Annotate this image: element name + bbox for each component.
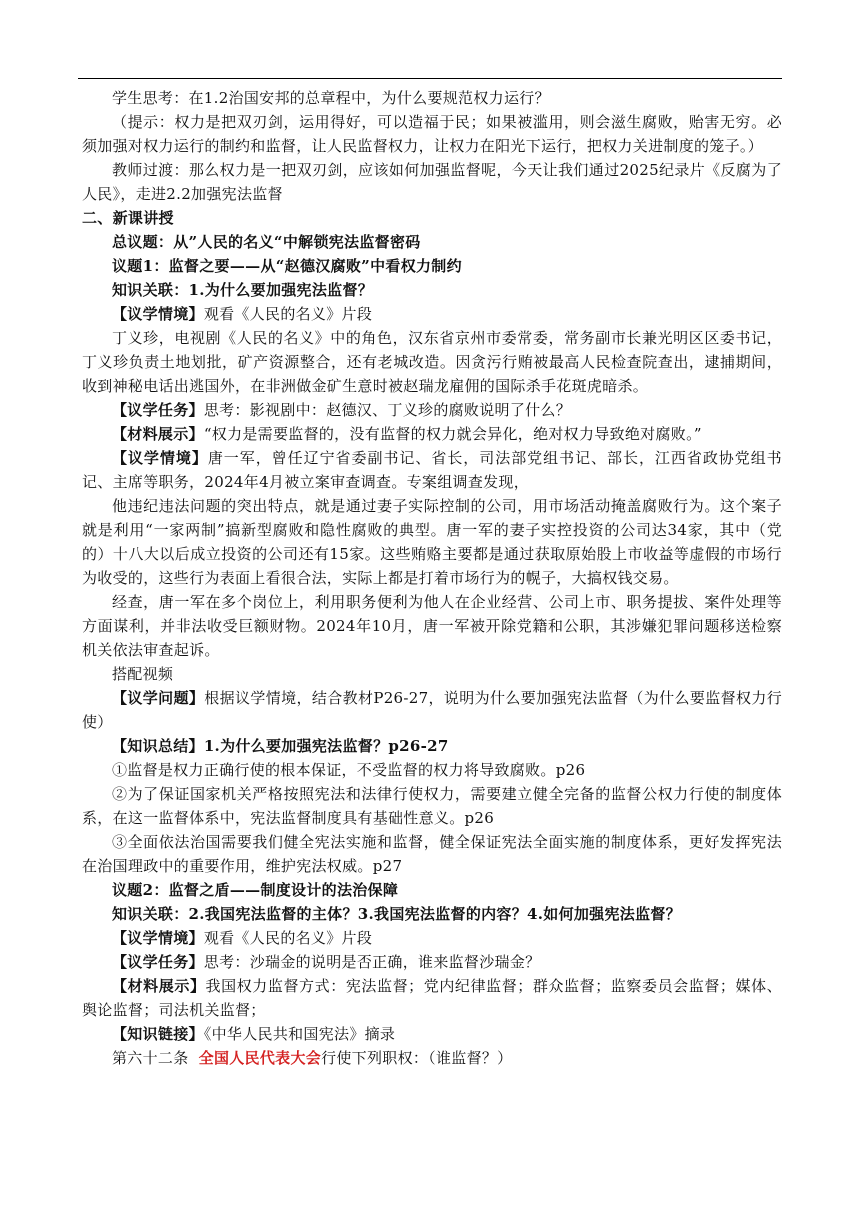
label: 【议学任务】 bbox=[112, 953, 204, 971]
scenario-3 bbox=[82, 926, 782, 950]
question-1 bbox=[82, 686, 782, 734]
summary-1 bbox=[82, 734, 782, 758]
summary-point-2: ②为了保证国家机关严格按照宪法和法律行使权力，需要建立健全完备的监督公权力行使的制度体系，在这一监督体系中，宪法监督制度具有基础性意义。p26 bbox=[82, 785, 782, 827]
material-2 bbox=[82, 974, 782, 1022]
article-text: 行使下列职权：（谁监督？） bbox=[321, 1049, 513, 1067]
text: 我国权力监督方式：宪法监督；党内纪律监督；群众监督；监察委员会监督；媒体、舆论监督；司法机关监督； bbox=[82, 977, 782, 1019]
article-number: 第六十二条 bbox=[112, 1049, 189, 1067]
tang-yijun-paragraph: 他违纪违法问题的突出特点，就是通过妻子实际控制的公司，用市场活动掩盖腐败行为。这个案子就是利用“一家两制”搞新型腐败和隐性腐败的典型。唐一军的妻子实控投资的公司达34家，其中（党的）十八大以后成立投资的公司还有15家。这些贿赂主要都是通过获取原始股上市收益等虚假的市场行为收受的，这些行为表面上看很合法，实际上都是打着市场行为的幌子，大搞权钱交易。 bbox=[82, 497, 782, 587]
task-1 bbox=[82, 398, 782, 422]
text: 唐一军，曾任辽宁省委副书记、省长，司法部党组书记、部长，江西省政协党组书记、主席等职务，2024年4月被立案审查调查。专案组调查发现， bbox=[82, 449, 782, 491]
header-rule bbox=[78, 78, 782, 79]
material-1 bbox=[82, 422, 782, 446]
hint-paragraph: （提示：权力是把双刃剑，运用得好，可以造福于民；如果被滥用，则会滋生腐败，贻害无穷。必须加强对权力运行的制约和监督，让人民监督权力，让权力在阳光下运行，把权力关进制度的笼子。） bbox=[82, 113, 782, 155]
text: 《中华人民共和国宪法》摘录 bbox=[203, 1025, 396, 1043]
article-62 bbox=[82, 1046, 782, 1070]
knowledge-link-2: 知识关联：2.我国宪法监督的主体？3.我国宪法监督的内容？4.如何加强宪法监督？ bbox=[112, 905, 681, 923]
investigation-paragraph: 经查，唐一军在多个岗位上，利用职务便利为他人在企业经营、公司上市、职务提拔、案件处理等方面谋利，并非法收受巨额财物。2024年10月，唐一军被开除党籍和公职，其涉嫌犯罪问题移送检察机关依法审查起诉。 bbox=[82, 593, 782, 659]
label: 【议学情境】 bbox=[112, 449, 208, 467]
teacher-transition: 教师过渡：那么权力是一把双刃剑，应该如何加强监督呢，今天让我们通过2025纪录片《反腐为了人民》，走进2.2加强宪法监督 bbox=[82, 161, 782, 203]
topic-2-heading: 议题2：监督之盾——制度设计的法治保障 bbox=[112, 881, 399, 899]
label: 【材料展示】 bbox=[112, 977, 206, 995]
video-note: 搭配视频 bbox=[112, 665, 174, 683]
npc-highlight: 全国人民代表大会 bbox=[198, 1049, 322, 1067]
label: 【材料展示】 bbox=[112, 425, 204, 443]
summary-point-1: ①监督是权力正确行使的根本保证，不受监督的权力将导致腐败。p26 bbox=[112, 761, 586, 779]
task-2 bbox=[82, 950, 782, 974]
text: 思考：沙瑞金的说明是否正确，谁来监督沙瑞金？ bbox=[203, 953, 541, 971]
topic-1-heading: 议题1：监督之要——从“赵德汉腐败”中看权力制约 bbox=[112, 257, 462, 275]
text: 观看《人民的名义》片段 bbox=[203, 929, 373, 947]
document-body bbox=[82, 86, 782, 1070]
student-question: 学生思考：在1.2治国安邦的总章程中，为什么要规范权力运行？ bbox=[112, 89, 550, 107]
label: 【议学情境】 bbox=[112, 929, 204, 947]
section-heading-new-lesson: 二、新课讲授 bbox=[82, 209, 174, 227]
ding-yizhen-paragraph: 丁义珍，电视剧《人民的名义》中的角色，汉东省京州市委常委，常务副市长兼光明区区委书记，丁义珍负责土地划批，矿产资源整合，还有老城改造。因贪污行贿被最高人民检查院查出，逮捕期间，收到神秘电话出逃国外，在非洲做金矿生意时被赵瑞龙雇佣的国际杀手花斑虎暗杀。 bbox=[82, 329, 782, 395]
label: 【知识链接】 bbox=[112, 1025, 204, 1043]
label: 【议学问题】 bbox=[112, 689, 205, 707]
label: 【议学情境】 bbox=[112, 305, 204, 323]
main-topic: 总议题：从”人民的名义“中解锁宪法监督密码 bbox=[112, 233, 421, 251]
label: 【知识总结】 bbox=[112, 737, 204, 755]
label: 【议学任务】 bbox=[112, 401, 204, 419]
text: 1.为什么要加强宪法监督？p26-27 bbox=[203, 737, 449, 755]
knowledge-link-1: 知识关联：1.为什么要加强宪法监督？ bbox=[112, 281, 374, 299]
scenario-1 bbox=[82, 302, 782, 326]
text: 根据议学情境，结合教材P26-27，说明为什么要加强宪法监督（为什么要监督权力行使） bbox=[82, 689, 782, 731]
knowledge-link-constitution bbox=[82, 1022, 782, 1046]
text: “权力是需要监督的，没有监督的权力就会异化，绝对权力导致绝对腐败。” bbox=[203, 425, 702, 443]
text: 思考：影视剧中：赵德汉、丁义珍的腐败说明了什么？ bbox=[203, 401, 572, 419]
summary-point-3: ③全面依法治国需要我们健全宪法实施和监督，健全保证宪法全面实施的制度体系，更好发挥宪法在治国理政中的重要作用，维护宪法权威。p27 bbox=[82, 833, 782, 875]
scenario-2 bbox=[82, 446, 782, 494]
text: 观看《人民的名义》片段 bbox=[203, 305, 373, 323]
